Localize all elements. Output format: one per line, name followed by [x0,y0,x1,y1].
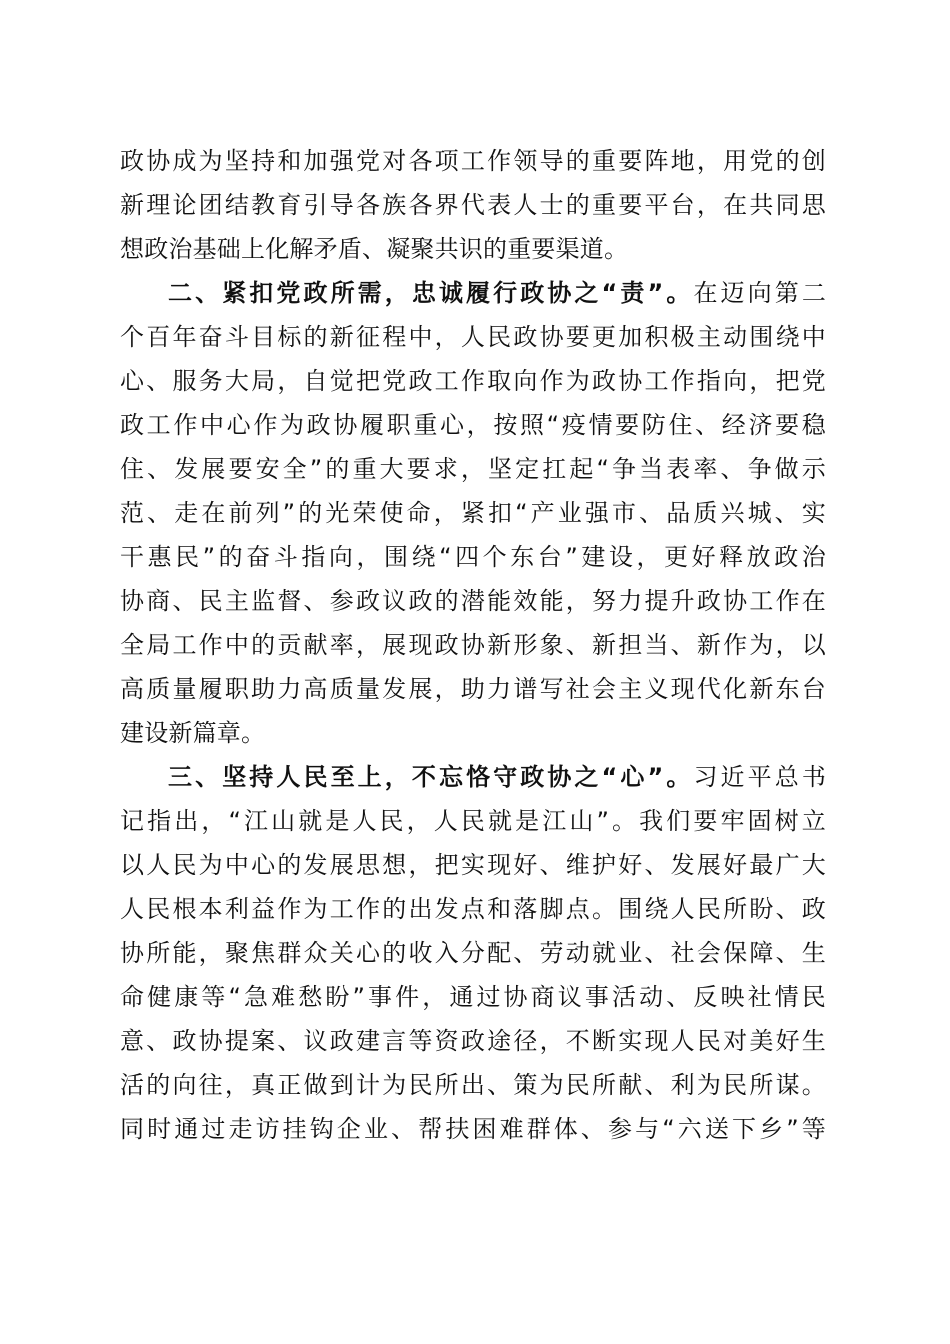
section-3-first-line [120,755,826,799]
body-text-line: 协所能，聚焦群众关心的收入分配、劳动就业、社会保障、生 [120,939,826,967]
body-text-line: 以人民为中心的发展思想，把实现好、维护好、发展好最广大 [120,851,826,879]
body-text-line: 协商、民主监督、参政议政的潜能效能，努力提升政协工作在 [120,587,826,615]
section-3-lead-text: 习近平总书 [693,763,827,791]
body-text-line: 活的向往，真正做到计为民所出、策为民所献、利为民所谋。 [120,1071,826,1099]
body-text-line: 命健康等“急难愁盼”事件，通过协商议事活动、反映社情民 [120,983,826,1011]
body-text-line: 意、政协提案、议政建言等资政途径，不断实现人民对美好生 [120,1027,826,1055]
body-text-line: 人民根本利益作为工作的出发点和落脚点。围绕人民所盼、政 [120,895,826,923]
body-text-line: 范、走在前列”的光荣使命，紧扣“产业强市、品质兴城、实 [120,499,826,527]
body-text-line: 全局工作中的贡献率，展现政协新形象、新担当、新作为，以 [120,631,826,659]
section-2-heading: 二、紧扣党政所需，忠诚履行政协之“责”。 [168,279,694,307]
body-text-line: 政协成为坚持和加强党对各项工作领导的重要阵地，用党的创 [120,147,826,175]
section-2-lead-text: 在迈向第二 [693,279,827,307]
section-3-heading: 三、坚持人民至上，不忘恪守政协之“心”。 [168,763,694,791]
body-text-line: 住、发展要安全”的重大要求，坚定扛起“争当表率、争做示 [120,455,826,483]
document-body [120,139,826,1151]
body-text-line: 心、服务大局，自觉把党政工作取向作为政协工作指向，把党 [120,367,826,395]
body-text-line: 高质量履职助力高质量发展，助力谱写社会主义现代化新东台 [120,675,826,703]
body-text-line: 建设新篇章。 [120,719,266,747]
body-text-line: 新理论团结教育引导各族各界代表人士的重要平台，在共同思 [120,191,826,219]
body-text-line: 政工作中心作为政协履职重心，按照“疫情要防住、经济要稳 [120,411,826,439]
section-2-first-line [120,271,826,315]
body-text-line: 个百年奋斗目标的新征程中，人民政协要更加积极主动围绕中 [120,323,826,351]
body-text-line: 同时通过走访挂钩企业、帮扶困难群体、参与“六送下乡”等 [120,1115,826,1143]
body-text-line: 干惠民”的奋斗指向，围绕“四个东台”建设，更好释放政治 [120,543,826,571]
body-text-line: 记指出，“江山就是人民，人民就是江山”。我们要牢固树立 [120,807,826,835]
body-text-line: 想政治基础上化解矛盾、凝聚共识的重要渠道。 [120,235,629,263]
